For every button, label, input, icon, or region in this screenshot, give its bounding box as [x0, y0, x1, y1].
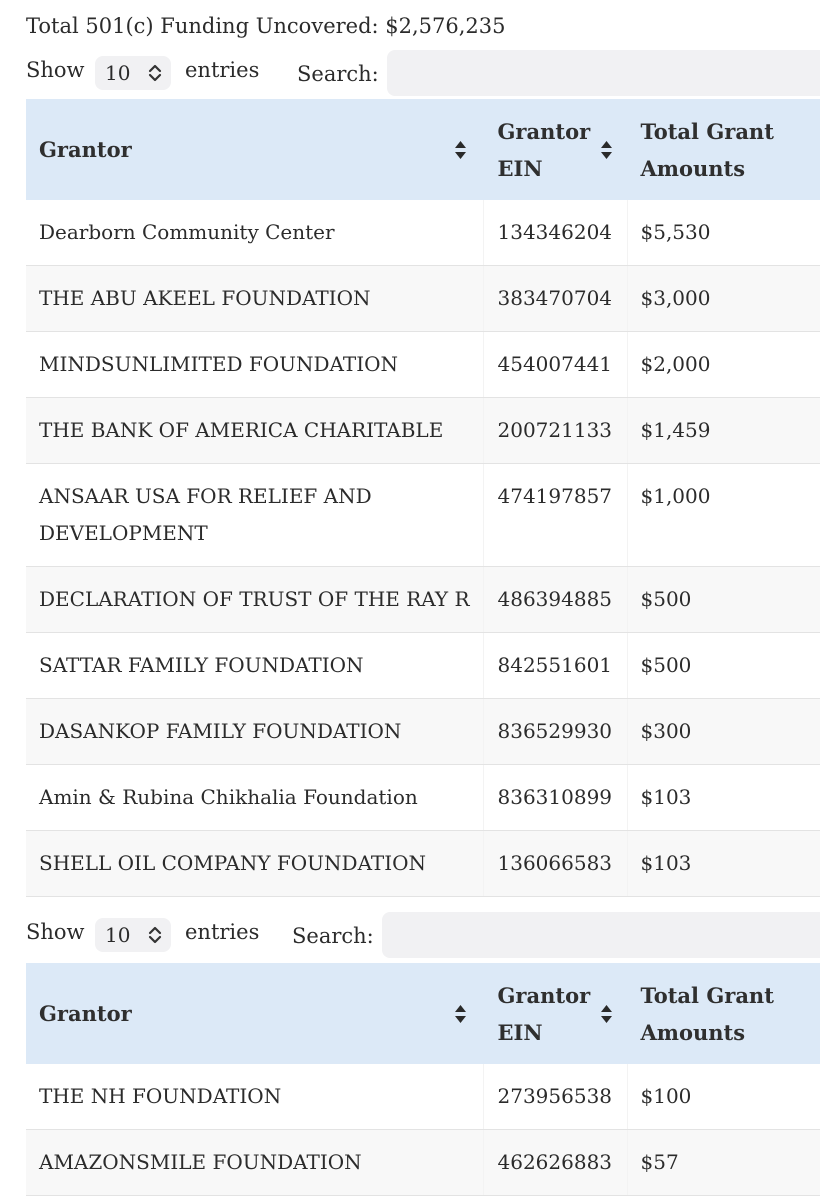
- column-header-ein[interactable]: Grantor EIN: [483, 963, 627, 1064]
- cell-amount: $1,459: [627, 398, 820, 464]
- select-chevron-icon: [148, 925, 162, 945]
- sort-updown-icon: [600, 140, 613, 160]
- cell-grantor: THE BANK OF AMERICA CHARITABLE: [26, 398, 483, 464]
- table-controls: [26, 50, 820, 96]
- table-row: [26, 567, 820, 633]
- cell-ein: 836529930: [483, 699, 627, 765]
- screenshot-panel-bottom: [0, 912, 820, 1199]
- cell-ein: 136066583: [483, 831, 627, 897]
- table-row: [26, 831, 820, 897]
- cell-amount: $100: [627, 1064, 820, 1130]
- grants-table: [26, 963, 820, 1196]
- page-size-value: 10: [105, 923, 131, 947]
- search-label: Search:: [292, 924, 374, 948]
- table-row: [26, 200, 820, 266]
- table-row: [26, 464, 820, 567]
- cell-ein: 474197857: [483, 464, 627, 567]
- table-header-row: [26, 963, 820, 1064]
- entries-label: entries: [185, 920, 260, 944]
- sort-updown-icon: [454, 1004, 467, 1024]
- cell-amount: $300: [627, 699, 820, 765]
- cell-grantor: AMAZONSMILE FOUNDATION: [26, 1130, 483, 1196]
- grants-table: [26, 99, 820, 897]
- cell-ein: 462626883: [483, 1130, 627, 1196]
- table-header-row: [26, 99, 820, 200]
- cell-ein: 200721133: [483, 398, 627, 464]
- table-row: [26, 765, 820, 831]
- column-header-amount[interactable]: Total Grant Amounts: [627, 963, 820, 1064]
- sort-updown-icon: [600, 1004, 613, 1024]
- funding-summary-title: Total 501(c) Funding Uncovered: $2,576,235: [26, 14, 506, 38]
- cell-grantor: THE ABU AKEEL FOUNDATION: [26, 266, 483, 332]
- sort-updown-icon: [454, 140, 467, 160]
- table-row: [26, 699, 820, 765]
- cell-amount: $2,000: [627, 332, 820, 398]
- page-size-select[interactable]: [95, 918, 171, 952]
- cell-amount: $57: [627, 1130, 820, 1196]
- show-label: Show: [26, 920, 85, 944]
- cell-ein: 842551601: [483, 633, 627, 699]
- cell-amount: $1,000: [627, 464, 820, 567]
- search-input[interactable]: [382, 912, 820, 958]
- cell-grantor: SATTAR FAMILY FOUNDATION: [26, 633, 483, 699]
- table-row: [26, 266, 820, 332]
- cell-grantor: Amin & Rubina Chikhalia Foundation: [26, 765, 483, 831]
- select-chevron-icon: [148, 63, 162, 83]
- table-row: [26, 1064, 820, 1130]
- cell-grantor: DECLARATION OF TRUST OF THE RAY R: [26, 567, 483, 633]
- cell-grantor: THE NH FOUNDATION: [26, 1064, 483, 1130]
- table-row: [26, 633, 820, 699]
- cell-grantor: ANSAAR USA FOR RELIEF AND DEVELOPMENT: [26, 464, 483, 567]
- cell-grantor: DASANKOP FAMILY FOUNDATION: [26, 699, 483, 765]
- table-row: [26, 1130, 820, 1196]
- cell-amount: $500: [627, 567, 820, 633]
- search-label: Search:: [297, 62, 379, 86]
- entries-label: entries: [185, 58, 260, 82]
- page-size-select[interactable]: [95, 56, 171, 90]
- column-header-ein[interactable]: Grantor EIN: [483, 99, 627, 200]
- cell-ein: 836310899: [483, 765, 627, 831]
- column-header-amount[interactable]: Total Grant Amounts: [627, 99, 820, 200]
- search-input[interactable]: [387, 50, 820, 96]
- cell-amount: $500: [627, 633, 820, 699]
- column-header-grantor[interactable]: Grantor: [26, 99, 483, 200]
- cell-grantor: SHELL OIL COMPANY FOUNDATION: [26, 831, 483, 897]
- table-controls: [26, 912, 820, 958]
- table-row: [26, 332, 820, 398]
- cell-amount: $103: [627, 831, 820, 897]
- cell-ein: 134346204: [483, 200, 627, 266]
- table-row: [26, 398, 820, 464]
- cell-ein: 273956538: [483, 1064, 627, 1130]
- cell-grantor: Dearborn Community Center: [26, 200, 483, 266]
- cell-amount: $3,000: [627, 266, 820, 332]
- cell-ein: 454007441: [483, 332, 627, 398]
- cell-grantor: MINDSUNLIMITED FOUNDATION: [26, 332, 483, 398]
- cell-amount: $5,530: [627, 200, 820, 266]
- cell-amount: $103: [627, 765, 820, 831]
- cell-ein: 486394885: [483, 567, 627, 633]
- page-size-value: 10: [105, 61, 131, 85]
- cell-ein: 383470704: [483, 266, 627, 332]
- column-header-grantor[interactable]: Grantor: [26, 963, 483, 1064]
- show-label: Show: [26, 58, 85, 82]
